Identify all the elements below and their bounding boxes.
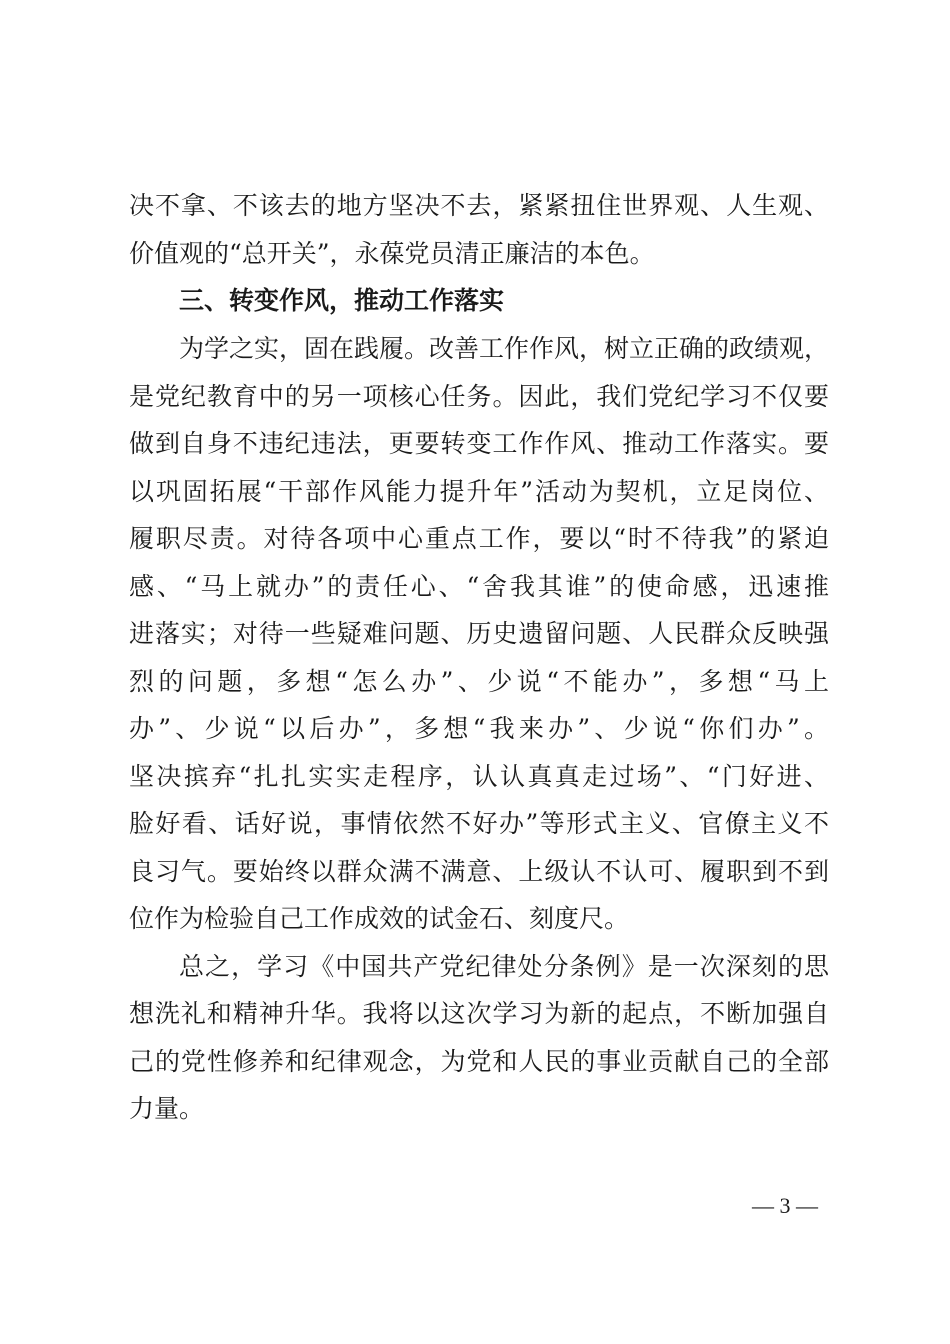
text-line-1: 决不拿、不该去的地方坚决不去，紧紧扭住世界观、人生观、 [129, 191, 829, 220]
text-line-14: 脸好看、话好说，事情依然不好办”等形式主义、官僚主义不 [129, 809, 829, 838]
text-line-16: 位作为检验自己工作成效的试金石、刻度尺。 [129, 904, 630, 933]
text-line-10: 进落实；对待一些疑难问题、历史遗留问题、人民群众反映强 [129, 619, 829, 648]
text-line-4: 为学之实，固在践履。改善工作作风，树立正确的政绩观， [179, 334, 830, 363]
text-line-12: 办”、少说“以后办”，多想“我来办”、少说“你们办”。 [129, 714, 829, 743]
text-line-15: 良习气。要始终以群众满不满意、上级认不认可、履职到不到 [129, 857, 829, 886]
text-line-19: 己的党性修养和纪律观念，为党和人民的事业贡献自己的全部 [129, 1047, 829, 1076]
page-number: — 3 — [752, 1193, 818, 1218]
text-line-8: 履职尽责。对待各项中心重点工作，要以“时不待我”的紧迫 [129, 524, 829, 553]
text-line-20: 力量。 [129, 1094, 205, 1123]
text-line-9: 感、“马上就办”的责任心、“舍我其谁”的使命感，迅速推 [129, 572, 829, 601]
text-line-2: 价值观的“总开关”，永葆党员清正廉洁的本色。 [129, 239, 655, 268]
section-heading: 三、转变作风，推动工作落实 [179, 286, 505, 315]
text-line-6: 做到自身不违纪违法，更要转变工作作风、推动工作落实。要 [129, 429, 829, 458]
text-line-13: 坚决摈弃“扎扎实实走程序，认认真真走过场”、“门好进、 [129, 762, 829, 791]
text-line-7: 以巩固拓展“干部作风能力提升年”活动为契机，立足岗位、 [129, 477, 829, 506]
text-line-11: 烈的问题，多想“怎么办”、少说“不能办”，多想“马上 [129, 667, 829, 696]
text-line-18: 想洗礼和精神升华。我将以这次学习为新的起点，不断加强自 [129, 999, 829, 1028]
text-line-5: 是党纪教育中的另一项核心任务。因此，我们党纪学习不仅要 [129, 382, 829, 411]
text-line-17: 总之，学习《中国共产党纪律处分条例》是一次深刻的思 [179, 952, 829, 981]
